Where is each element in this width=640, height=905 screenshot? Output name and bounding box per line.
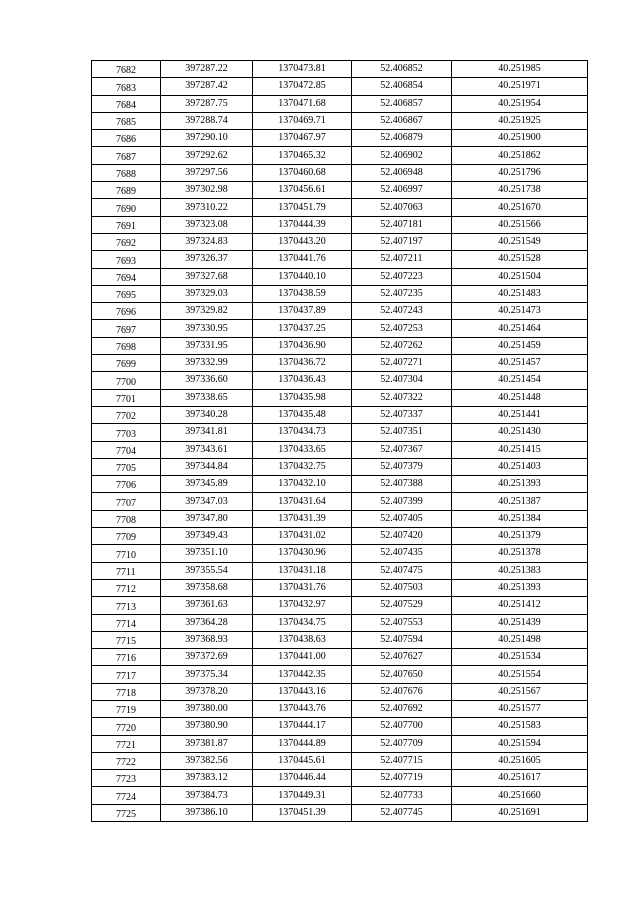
table-row xyxy=(92,770,588,787)
table-row xyxy=(92,458,588,475)
point-number-cell: 7690 xyxy=(92,199,161,216)
y-coordinate-cell: 1370430.96 xyxy=(253,545,352,562)
y-coordinate-cell: 1370431.18 xyxy=(253,562,352,579)
point-number-cell: 7697 xyxy=(92,320,161,337)
y-coordinate-cell: 1370431.64 xyxy=(253,493,352,510)
x-coordinate-cell: 397336.60 xyxy=(161,372,253,389)
latitude-cell: 40.251459 xyxy=(452,337,588,354)
table-row xyxy=(92,666,588,683)
x-coordinate-cell: 397332.99 xyxy=(161,355,253,372)
x-coordinate-cell: 397292.62 xyxy=(161,147,253,164)
longitude-cell: 52.406997 xyxy=(352,182,452,199)
table-row xyxy=(92,199,588,216)
point-number-cell: 7713 xyxy=(92,597,161,614)
x-coordinate-cell: 397324.83 xyxy=(161,233,253,250)
x-coordinate-cell: 397326.37 xyxy=(161,251,253,268)
table-row xyxy=(92,700,588,717)
point-number-cell: 7698 xyxy=(92,337,161,354)
latitude-cell: 40.251448 xyxy=(452,389,588,406)
table-row xyxy=(92,441,588,458)
longitude-cell: 52.407197 xyxy=(352,233,452,250)
point-number-cell: 7716 xyxy=(92,649,161,666)
longitude-cell: 52.407709 xyxy=(352,735,452,752)
point-number-cell: 7724 xyxy=(92,787,161,804)
longitude-cell: 52.407405 xyxy=(352,510,452,527)
longitude-cell: 52.407243 xyxy=(352,303,452,320)
point-number-cell: 7702 xyxy=(92,406,161,423)
y-coordinate-cell: 1370436.90 xyxy=(253,337,352,354)
longitude-cell: 52.406948 xyxy=(352,164,452,181)
y-coordinate-cell: 1370432.10 xyxy=(253,476,352,493)
point-number-cell: 7703 xyxy=(92,424,161,441)
longitude-cell: 52.407271 xyxy=(352,355,452,372)
point-number-cell: 7721 xyxy=(92,735,161,752)
point-number-cell: 7701 xyxy=(92,389,161,406)
point-number-cell: 7722 xyxy=(92,752,161,769)
y-coordinate-cell: 1370446.44 xyxy=(253,770,352,787)
latitude-cell: 40.251954 xyxy=(452,95,588,112)
latitude-cell: 40.251441 xyxy=(452,406,588,423)
table-row xyxy=(92,355,588,372)
y-coordinate-cell: 1370472.85 xyxy=(253,78,352,95)
longitude-cell: 52.407503 xyxy=(352,579,452,596)
y-coordinate-cell: 1370444.89 xyxy=(253,735,352,752)
point-number-cell: 7687 xyxy=(92,147,161,164)
x-coordinate-cell: 397323.08 xyxy=(161,216,253,233)
y-coordinate-cell: 1370431.39 xyxy=(253,510,352,527)
x-coordinate-cell: 397351.10 xyxy=(161,545,253,562)
x-coordinate-cell: 397287.22 xyxy=(161,61,253,78)
point-number-cell: 7683 xyxy=(92,78,161,95)
y-coordinate-cell: 1370438.59 xyxy=(253,285,352,302)
y-coordinate-cell: 1370444.39 xyxy=(253,216,352,233)
longitude-cell: 52.407529 xyxy=(352,597,452,614)
y-coordinate-cell: 1370469.71 xyxy=(253,112,352,129)
longitude-cell: 52.407253 xyxy=(352,320,452,337)
latitude-cell: 40.251985 xyxy=(452,61,588,78)
point-number-cell: 7700 xyxy=(92,372,161,389)
y-coordinate-cell: 1370435.98 xyxy=(253,389,352,406)
table-row xyxy=(92,216,588,233)
y-coordinate-cell: 1370437.89 xyxy=(253,303,352,320)
y-coordinate-cell: 1370433.65 xyxy=(253,441,352,458)
y-coordinate-cell: 1370445.61 xyxy=(253,752,352,769)
longitude-cell: 52.407181 xyxy=(352,216,452,233)
point-number-cell: 7718 xyxy=(92,683,161,700)
y-coordinate-cell: 1370441.76 xyxy=(253,251,352,268)
longitude-cell: 52.407420 xyxy=(352,528,452,545)
latitude-cell: 40.251483 xyxy=(452,285,588,302)
latitude-cell: 40.251577 xyxy=(452,700,588,717)
x-coordinate-cell: 397297.56 xyxy=(161,164,253,181)
table-row xyxy=(92,303,588,320)
longitude-cell: 52.407399 xyxy=(352,493,452,510)
latitude-cell: 40.251617 xyxy=(452,770,588,787)
longitude-cell: 52.407745 xyxy=(352,804,452,821)
latitude-cell: 40.251900 xyxy=(452,130,588,147)
latitude-cell: 40.251464 xyxy=(452,320,588,337)
x-coordinate-cell: 397375.34 xyxy=(161,666,253,683)
y-coordinate-cell: 1370473.81 xyxy=(253,61,352,78)
longitude-cell: 52.407211 xyxy=(352,251,452,268)
x-coordinate-cell: 397327.68 xyxy=(161,268,253,285)
longitude-cell: 52.407553 xyxy=(352,614,452,631)
table-row xyxy=(92,545,588,562)
point-number-cell: 7682 xyxy=(92,61,161,78)
table-row xyxy=(92,130,588,147)
x-coordinate-cell: 397345.89 xyxy=(161,476,253,493)
y-coordinate-cell: 1370432.75 xyxy=(253,458,352,475)
table-row xyxy=(92,683,588,700)
longitude-cell: 52.406902 xyxy=(352,147,452,164)
table-row xyxy=(92,112,588,129)
latitude-cell: 40.251504 xyxy=(452,268,588,285)
x-coordinate-cell: 397383.12 xyxy=(161,770,253,787)
y-coordinate-cell: 1370431.76 xyxy=(253,579,352,596)
longitude-cell: 52.407388 xyxy=(352,476,452,493)
longitude-cell: 52.407351 xyxy=(352,424,452,441)
coordinates-table xyxy=(91,60,588,822)
table-row xyxy=(92,614,588,631)
table-row xyxy=(92,372,588,389)
latitude-cell: 40.251971 xyxy=(452,78,588,95)
y-coordinate-cell: 1370465.32 xyxy=(253,147,352,164)
latitude-cell: 40.251379 xyxy=(452,528,588,545)
point-number-cell: 7693 xyxy=(92,251,161,268)
table-row xyxy=(92,78,588,95)
table-row xyxy=(92,528,588,545)
latitude-cell: 40.251393 xyxy=(452,476,588,493)
y-coordinate-cell: 1370434.73 xyxy=(253,424,352,441)
table-row xyxy=(92,320,588,337)
y-coordinate-cell: 1370443.20 xyxy=(253,233,352,250)
table-row xyxy=(92,804,588,821)
point-number-cell: 7699 xyxy=(92,355,161,372)
point-number-cell: 7715 xyxy=(92,631,161,648)
latitude-cell: 40.251691 xyxy=(452,804,588,821)
x-coordinate-cell: 397330.95 xyxy=(161,320,253,337)
longitude-cell: 52.407435 xyxy=(352,545,452,562)
table-row xyxy=(92,337,588,354)
longitude-cell: 52.407733 xyxy=(352,787,452,804)
table-row xyxy=(92,182,588,199)
table-row xyxy=(92,493,588,510)
point-number-cell: 7706 xyxy=(92,476,161,493)
x-coordinate-cell: 397338.65 xyxy=(161,389,253,406)
latitude-cell: 40.251567 xyxy=(452,683,588,700)
point-number-cell: 7712 xyxy=(92,579,161,596)
latitude-cell: 40.251549 xyxy=(452,233,588,250)
coordinates-table-body xyxy=(92,61,588,822)
y-coordinate-cell: 1370456.61 xyxy=(253,182,352,199)
latitude-cell: 40.251534 xyxy=(452,649,588,666)
longitude-cell: 52.407337 xyxy=(352,406,452,423)
x-coordinate-cell: 397302.98 xyxy=(161,182,253,199)
table-row xyxy=(92,510,588,527)
longitude-cell: 52.407676 xyxy=(352,683,452,700)
table-row xyxy=(92,61,588,78)
longitude-cell: 52.407650 xyxy=(352,666,452,683)
y-coordinate-cell: 1370434.75 xyxy=(253,614,352,631)
point-number-cell: 7691 xyxy=(92,216,161,233)
longitude-cell: 52.407627 xyxy=(352,649,452,666)
x-coordinate-cell: 397347.80 xyxy=(161,510,253,527)
y-coordinate-cell: 1370441.00 xyxy=(253,649,352,666)
latitude-cell: 40.251566 xyxy=(452,216,588,233)
x-coordinate-cell: 397287.42 xyxy=(161,78,253,95)
point-number-cell: 7710 xyxy=(92,545,161,562)
table-row xyxy=(92,389,588,406)
longitude-cell: 52.407719 xyxy=(352,770,452,787)
x-coordinate-cell: 397382.56 xyxy=(161,752,253,769)
table-row xyxy=(92,631,588,648)
table-row xyxy=(92,579,588,596)
point-number-cell: 7719 xyxy=(92,700,161,717)
x-coordinate-cell: 397386.10 xyxy=(161,804,253,821)
x-coordinate-cell: 397380.90 xyxy=(161,718,253,735)
latitude-cell: 40.251583 xyxy=(452,718,588,735)
longitude-cell: 52.407322 xyxy=(352,389,452,406)
x-coordinate-cell: 397381.87 xyxy=(161,735,253,752)
point-number-cell: 7684 xyxy=(92,95,161,112)
latitude-cell: 40.251387 xyxy=(452,493,588,510)
latitude-cell: 40.251383 xyxy=(452,562,588,579)
y-coordinate-cell: 1370432.97 xyxy=(253,597,352,614)
table-row xyxy=(92,251,588,268)
point-number-cell: 7696 xyxy=(92,303,161,320)
x-coordinate-cell: 397372.69 xyxy=(161,649,253,666)
point-number-cell: 7720 xyxy=(92,718,161,735)
x-coordinate-cell: 397340.28 xyxy=(161,406,253,423)
x-coordinate-cell: 397355.54 xyxy=(161,562,253,579)
y-coordinate-cell: 1370444.17 xyxy=(253,718,352,735)
latitude-cell: 40.251430 xyxy=(452,424,588,441)
point-number-cell: 7692 xyxy=(92,233,161,250)
x-coordinate-cell: 397349.43 xyxy=(161,528,253,545)
latitude-cell: 40.251454 xyxy=(452,372,588,389)
point-number-cell: 7704 xyxy=(92,441,161,458)
table-row xyxy=(92,424,588,441)
latitude-cell: 40.251393 xyxy=(452,579,588,596)
x-coordinate-cell: 397368.93 xyxy=(161,631,253,648)
latitude-cell: 40.251528 xyxy=(452,251,588,268)
x-coordinate-cell: 397329.03 xyxy=(161,285,253,302)
x-coordinate-cell: 397361.63 xyxy=(161,597,253,614)
table-row xyxy=(92,476,588,493)
longitude-cell: 52.407379 xyxy=(352,458,452,475)
longitude-cell: 52.407692 xyxy=(352,700,452,717)
point-number-cell: 7705 xyxy=(92,458,161,475)
point-number-cell: 7694 xyxy=(92,268,161,285)
point-number-cell: 7725 xyxy=(92,804,161,821)
longitude-cell: 52.407594 xyxy=(352,631,452,648)
y-coordinate-cell: 1370443.76 xyxy=(253,700,352,717)
latitude-cell: 40.251378 xyxy=(452,545,588,562)
longitude-cell: 52.407235 xyxy=(352,285,452,302)
y-coordinate-cell: 1370440.10 xyxy=(253,268,352,285)
longitude-cell: 52.407262 xyxy=(352,337,452,354)
table-row xyxy=(92,164,588,181)
latitude-cell: 40.251403 xyxy=(452,458,588,475)
y-coordinate-cell: 1370431.02 xyxy=(253,528,352,545)
x-coordinate-cell: 397288.74 xyxy=(161,112,253,129)
latitude-cell: 40.251415 xyxy=(452,441,588,458)
latitude-cell: 40.251439 xyxy=(452,614,588,631)
latitude-cell: 40.251862 xyxy=(452,147,588,164)
x-coordinate-cell: 397384.73 xyxy=(161,787,253,804)
point-number-cell: 7685 xyxy=(92,112,161,129)
x-coordinate-cell: 397344.84 xyxy=(161,458,253,475)
point-number-cell: 7688 xyxy=(92,164,161,181)
x-coordinate-cell: 397341.81 xyxy=(161,424,253,441)
x-coordinate-cell: 397331.95 xyxy=(161,337,253,354)
latitude-cell: 40.251660 xyxy=(452,787,588,804)
x-coordinate-cell: 397310.22 xyxy=(161,199,253,216)
x-coordinate-cell: 397358.68 xyxy=(161,579,253,596)
longitude-cell: 52.406879 xyxy=(352,130,452,147)
y-coordinate-cell: 1370449.31 xyxy=(253,787,352,804)
latitude-cell: 40.251738 xyxy=(452,182,588,199)
longitude-cell: 52.406867 xyxy=(352,112,452,129)
point-number-cell: 7707 xyxy=(92,493,161,510)
longitude-cell: 52.406854 xyxy=(352,78,452,95)
longitude-cell: 52.406857 xyxy=(352,95,452,112)
x-coordinate-cell: 397287.75 xyxy=(161,95,253,112)
table-row xyxy=(92,735,588,752)
x-coordinate-cell: 397378.20 xyxy=(161,683,253,700)
latitude-cell: 40.251412 xyxy=(452,597,588,614)
table-row xyxy=(92,787,588,804)
longitude-cell: 52.407367 xyxy=(352,441,452,458)
y-coordinate-cell: 1370460.68 xyxy=(253,164,352,181)
x-coordinate-cell: 397290.10 xyxy=(161,130,253,147)
longitude-cell: 52.407223 xyxy=(352,268,452,285)
y-coordinate-cell: 1370436.43 xyxy=(253,372,352,389)
y-coordinate-cell: 1370443.16 xyxy=(253,683,352,700)
x-coordinate-cell: 397343.61 xyxy=(161,441,253,458)
y-coordinate-cell: 1370467.97 xyxy=(253,130,352,147)
point-number-cell: 7686 xyxy=(92,130,161,147)
table-row xyxy=(92,649,588,666)
latitude-cell: 40.251594 xyxy=(452,735,588,752)
point-number-cell: 7723 xyxy=(92,770,161,787)
table-row xyxy=(92,562,588,579)
y-coordinate-cell: 1370438.63 xyxy=(253,631,352,648)
table-row xyxy=(92,95,588,112)
point-number-cell: 7717 xyxy=(92,666,161,683)
longitude-cell: 52.407715 xyxy=(352,752,452,769)
y-coordinate-cell: 1370436.72 xyxy=(253,355,352,372)
y-coordinate-cell: 1370435.48 xyxy=(253,406,352,423)
table-row xyxy=(92,406,588,423)
y-coordinate-cell: 1370451.79 xyxy=(253,199,352,216)
longitude-cell: 52.407304 xyxy=(352,372,452,389)
y-coordinate-cell: 1370471.68 xyxy=(253,95,352,112)
y-coordinate-cell: 1370442.35 xyxy=(253,666,352,683)
table-row xyxy=(92,147,588,164)
longitude-cell: 52.407700 xyxy=(352,718,452,735)
longitude-cell: 52.406852 xyxy=(352,61,452,78)
latitude-cell: 40.251796 xyxy=(452,164,588,181)
latitude-cell: 40.251498 xyxy=(452,631,588,648)
point-number-cell: 7689 xyxy=(92,182,161,199)
latitude-cell: 40.251473 xyxy=(452,303,588,320)
point-number-cell: 7711 xyxy=(92,562,161,579)
point-number-cell: 7708 xyxy=(92,510,161,527)
latitude-cell: 40.251554 xyxy=(452,666,588,683)
x-coordinate-cell: 397364.28 xyxy=(161,614,253,631)
latitude-cell: 40.251605 xyxy=(452,752,588,769)
table-row xyxy=(92,285,588,302)
table-row xyxy=(92,233,588,250)
latitude-cell: 40.251457 xyxy=(452,355,588,372)
point-number-cell: 7695 xyxy=(92,285,161,302)
table-row xyxy=(92,268,588,285)
point-number-cell: 7709 xyxy=(92,528,161,545)
y-coordinate-cell: 1370451.39 xyxy=(253,804,352,821)
table-row xyxy=(92,718,588,735)
y-coordinate-cell: 1370437.25 xyxy=(253,320,352,337)
x-coordinate-cell: 397347.03 xyxy=(161,493,253,510)
point-number-cell: 7714 xyxy=(92,614,161,631)
table-row xyxy=(92,597,588,614)
latitude-cell: 40.251670 xyxy=(452,199,588,216)
table-row xyxy=(92,752,588,769)
x-coordinate-cell: 397380.00 xyxy=(161,700,253,717)
x-coordinate-cell: 397329.82 xyxy=(161,303,253,320)
latitude-cell: 40.251925 xyxy=(452,112,588,129)
longitude-cell: 52.407063 xyxy=(352,199,452,216)
latitude-cell: 40.251384 xyxy=(452,510,588,527)
longitude-cell: 52.407475 xyxy=(352,562,452,579)
